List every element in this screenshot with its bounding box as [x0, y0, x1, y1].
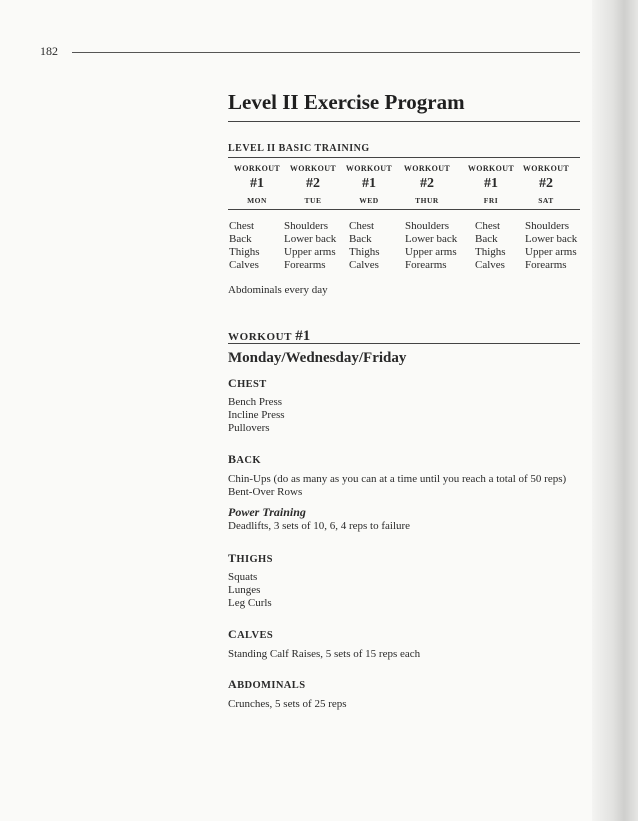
- schedule-number: #1: [484, 176, 498, 191]
- schedule-column: [396, 164, 458, 205]
- power-training-title: Power Training: [228, 505, 306, 519]
- exercise-item: Crunches, 5 sets of 25 reps: [228, 698, 347, 710]
- schedule-label: WORKOUT: [467, 164, 515, 173]
- schedule-day: THUR: [415, 196, 439, 205]
- calves-exercise-list: [228, 648, 420, 661]
- muscle-group: Calves: [229, 259, 259, 271]
- schedule-column: [226, 164, 288, 205]
- group-title-initial: C: [228, 627, 238, 641]
- schedule-day: SAT: [538, 196, 554, 205]
- schedule-day: FRI: [483, 196, 499, 205]
- muscle-group: Forearms: [405, 259, 447, 271]
- section-rule: [228, 157, 580, 158]
- schedule-day: MON: [247, 196, 267, 205]
- schedule-number: #2: [306, 176, 320, 191]
- exercise-item: Chin-Ups (do as many as you can at a time until you reach a total of 50 reps): [228, 473, 567, 485]
- schedule-number: #2: [420, 176, 434, 191]
- muscle-group: Back: [229, 233, 252, 245]
- exercise-item: Pullovers: [228, 421, 270, 434]
- muscle-group: Back: [349, 233, 372, 245]
- muscle-group: Upper arms: [525, 246, 577, 258]
- header-rule: [72, 52, 580, 53]
- workout-heading-number: #1: [295, 328, 311, 344]
- muscle-group: Thighs: [349, 246, 380, 258]
- schedule-column: [338, 164, 400, 205]
- muscle-group-column: [229, 220, 260, 272]
- schedule-label: WORKOUT: [345, 164, 393, 173]
- schedule-label: WORKOUT: [522, 164, 570, 173]
- schedule-number: #1: [362, 176, 376, 191]
- muscle-group-column: [475, 220, 506, 272]
- group-title-initial: A: [228, 677, 238, 691]
- exercise-item: Standing Calf Raises, 5 sets of 15 reps each: [228, 648, 421, 660]
- muscle-group: Thighs: [229, 246, 260, 258]
- section-heading: LEVEL II BASIC TRAINING: [228, 143, 370, 154]
- muscle-group-column: [405, 220, 457, 272]
- calves-group-title: [228, 627, 273, 642]
- page-title: Level II Exercise Program: [228, 90, 465, 114]
- thighs-group-title: [228, 551, 273, 566]
- days-title: Monday/Wednesday/Friday: [228, 350, 407, 366]
- muscle-group: Lower back: [284, 233, 337, 245]
- muscle-group: Upper arms: [284, 246, 336, 258]
- schedule-rule: [228, 209, 580, 210]
- page-number: 182: [40, 44, 58, 58]
- muscle-group: Calves: [475, 259, 505, 271]
- group-title-rest: HEST: [237, 379, 267, 390]
- exercise-item: Lunges: [228, 583, 261, 596]
- schedule-day: TUE: [304, 196, 322, 205]
- muscle-group: Chest: [349, 220, 375, 232]
- exercise-item: Incline Press: [228, 408, 285, 421]
- muscle-group: Upper arms: [405, 246, 457, 258]
- thighs-exercise-list: [228, 571, 272, 609]
- muscle-group: Calves: [349, 259, 379, 271]
- schedule-label: WORKOUT: [289, 164, 337, 173]
- group-title-initial: C: [228, 376, 238, 390]
- schedule-label: WORKOUT: [233, 164, 281, 173]
- power-training-list: [228, 520, 410, 533]
- abdominals-exercise-list: [228, 698, 347, 711]
- group-title-rest: BDOMINALS: [237, 680, 306, 691]
- schedule-day: WED: [359, 196, 379, 205]
- exercise-item: Squats: [228, 571, 258, 583]
- exercise-item: Leg Curls: [228, 596, 272, 609]
- chest-exercise-list: [228, 396, 285, 434]
- schedule-number: #2: [539, 176, 553, 191]
- group-title-initial: B: [228, 452, 237, 466]
- exercise-item: Deadlifts, 3 sets of 10, 6, 4 reps to failure: [228, 520, 411, 532]
- muscle-group: Lower back: [405, 233, 458, 245]
- schedule-label: WORKOUT: [403, 164, 451, 173]
- muscle-group: Shoulders: [525, 220, 569, 232]
- muscle-group-column: [284, 220, 336, 272]
- muscle-group-column: [349, 220, 380, 272]
- schedule-column: [460, 164, 522, 205]
- schedule-number: #1: [250, 176, 264, 191]
- muscle-group: Chest: [475, 220, 501, 232]
- group-title-rest: HIGHS: [236, 554, 273, 565]
- abdominals-note: Abdominals every day: [228, 284, 328, 296]
- exercise-item: Bent-Over Rows: [228, 485, 303, 498]
- muscle-group: Back: [475, 233, 498, 245]
- workout-rule: [228, 343, 580, 344]
- group-title-rest: ALVES: [237, 630, 274, 641]
- muscle-group: Forearms: [284, 259, 326, 271]
- muscle-group: Shoulders: [284, 220, 328, 232]
- back-group-title: [228, 452, 261, 467]
- muscle-group: Shoulders: [405, 220, 449, 232]
- schedule-column: [282, 164, 344, 205]
- back-exercise-list: [228, 473, 566, 499]
- abdominals-group-title: [228, 677, 305, 692]
- group-title-rest: ACK: [236, 455, 261, 466]
- title-rule: [228, 121, 580, 122]
- schedule-column: [515, 164, 577, 205]
- muscle-group: Lower back: [525, 233, 578, 245]
- exercise-item: Bench Press: [228, 396, 283, 408]
- muscle-group: Chest: [229, 220, 255, 232]
- group-title-initial: T: [228, 551, 237, 565]
- workout-heading-prefix: WORKOUT: [228, 331, 292, 343]
- muscle-group: Forearms: [525, 259, 567, 271]
- muscle-group: Thighs: [475, 246, 506, 258]
- book-gutter-shadow: [592, 0, 638, 821]
- muscle-group-column: [525, 220, 577, 272]
- chest-group-title: [228, 376, 267, 391]
